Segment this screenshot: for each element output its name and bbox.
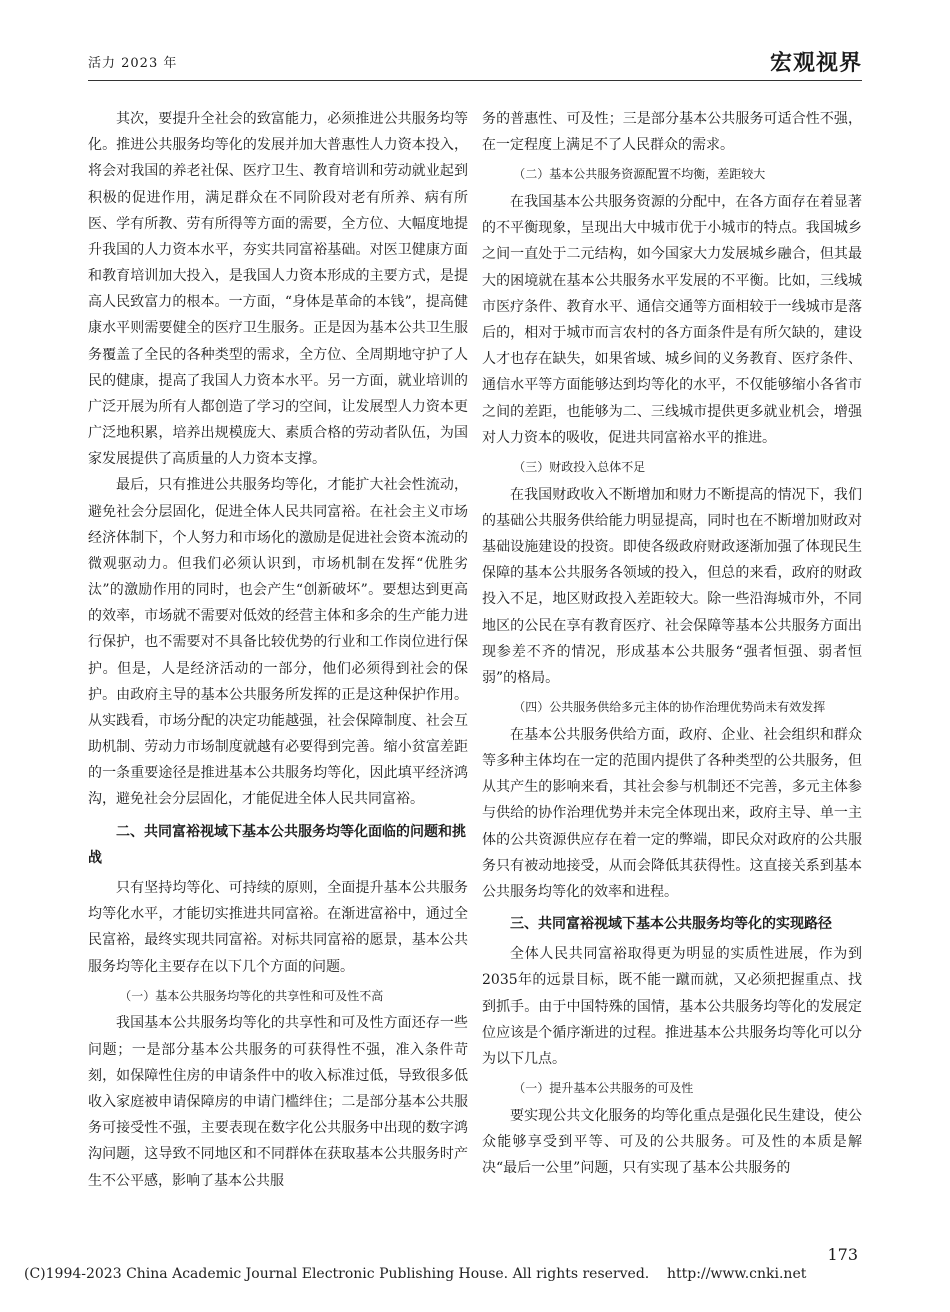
right-column [482, 106, 862, 1181]
subsection-heading: （一）提升基本公共服务的可及性 [513, 1081, 694, 1096]
subsection-heading: （一）基本公共服务均等化的共享性和可及性不高 [119, 988, 384, 1003]
copyright-footer: (C)1994-2023 China Academic Journal Electronic Publishing House. All rights reserved. http://www.cnki.net [24, 1266, 807, 1282]
paragraph: 要实现公共文化服务的均等化重点是强化民生建设，使公众能够享受到平等、可及的公共服务。可及性的本质是解决“最后一公里”问题，只有实现了基本公共服务的 [482, 1107, 862, 1177]
header-divider [88, 80, 862, 81]
journal-name: 活力 2023 年 [88, 56, 178, 71]
paragraph: 在我国基本公共服务资源的分配中，在各方面存在着显著的不平衡现象，呈现出大中城市优于小城市的特点。我国城乡之间一直处于二元结构，如今国家大力发展城乡融合，但其最大的困境就在基本公共服务水平发展的不平衡。比如，三线城市医疗条件、教育水平、通信交通等方面相较于一线城市是落后的，相对于城市而言农村的各方面条件是有所欠缺的，建设人才也存在缺失，如果省域、城乡间的义务教育、医疗条件、通信水平等方面能够达到均等化的水平，不仅能够缩小各省市之间的差距，也能够为二、三线城市提供更多就业机会，增强对人力资本的吸收，促进共同富裕水平的推进。 [482, 194, 862, 446]
paragraph: 全体人民共同富裕取得更为明显的实质性进展，作为到2035年的远景目标，既不能一蹴而就，又必须把握重点、找到抓手。由于中国特殊的国情，基本公共服务均等化的发展定位应该是个循序渐进的过程。推进基本公共服务均等化可以分为以下几点。 [482, 946, 862, 1067]
left-column [88, 106, 468, 1194]
subsection-heading: （三）财政投入总体不足 [513, 459, 646, 474]
paragraph: 在我国财政收入不断增加和财力不断提高的情况下，我们的基础公共服务供给能力明显提高，同时也在不断增加财政对基础设施建设的投资。即使各级政府财政逐渐加强了体现民生保障的基本公共服务各领域的投入，但总的来看，政府的财政投入不足，地区财政投入差距较大。除一些沿海城市外，不同地区的公民在享有教育医疗、社会保障等基本公共服务方面出现参差不齐的情况，形成基本公共服务“强者恒强、弱者恒弱”的格局。 [482, 486, 862, 686]
paragraph: 其次，要提升全社会的致富能力，必须推进公共服务均等化。推进公共服务均等化的发展并加大普惠性人力资本投入，将会对我国的养老社保、医疗卫生、教育培训和劳动就业起到积极的促进作用，满足群众在不同阶段对老有所养、病有所医、学有所教、劳有所得等方面的需要，全方位、大幅度地提升我国的人力资本水平，夯实共同富裕基础。对医卫健康方面和教育培训加大投入，是我国人力资本形成的主要方式，是提高人民致富力的根本。一方面，“身体是革命的本钱”，提高健康水平则需要健全的医疗卫生服务。正是因为基本公共卫生服务覆盖了全民的各种类型的需求，全方位、全周期地守护了人民的健康，提高了我国人力资本水平。另一方面，就业培训的广泛开展为所有人都创造了学习的空间，让发展型人力资本更广泛地积累，培养出规模庞大、素质合格的劳动者队伍，为国家发展提供了高质量的人力资本支撑。 [88, 111, 468, 468]
paragraph: 最后，只有推进公共服务均等化，才能扩大社会性流动，避免社会分层固化，促进全体人民共同富裕。在社会主义市场经济体制下，个人努力和市场化的激励是促进社会资本流动的微观驱动力。但我们必须认识到，市场机制在发挥“优胜劣汰”的激励作用的同时，也会产生“创新破坏”。要想达到更高的效率，市场就不需要对低效的经营主体和多余的生产能力进行保护，也不需要对不具备比较优势的行业和工作岗位进行保护。但是，人是经济活动的一部分，他们必须得到社会的保护。由政府主导的基本公共服务所发挥的正是这种保护作用。从实践看，市场分配的决定功能越强，社会保障制度、社会互助机制、劳动力市场制度就越有必要得到完善。缩小贫富差距的一条重要途径是推进基本公共服务均等化，因此填平经济鸿沟，避免社会分层固化，才能促进全体人民共同富裕。 [88, 477, 468, 808]
section-heading: 三、共同富裕视域下基本公共服务均等化的实现路径 [510, 916, 832, 933]
section-title: 宏观视界 [769, 51, 862, 76]
paragraph: 只有坚持均等化、可持续的原则，全面提升基本公共服务均等化水平，才能切实推进共同富裕。在渐进富裕中，通过全民富裕，最终实现共同富裕。对标共同富裕的愿景，基本公共服务均等化主要存在以下几个方面的问题。 [88, 879, 468, 975]
paragraph: 务的普惠性、可及性；三是部分基本公共服务可适合性不强，在一定程度上满足不了人民群众的需求。 [482, 111, 862, 154]
paragraph: 在基本公共服务供给方面，政府、企业、社会组织和群众等多种主体均在一定的范围内提供了各种类型的公共服务，但从其产生的影响来看，其社会参与机制还不完善，多元主体参与供给的协作治理优势并未完全体现出来，政府主导、单一主体的公共资源供应存在着一定的弊端，即民众对政府的公共服务只有被动地接受，从而会降低其获得性。这直接关系到基本公共服务均等化的效率和进程。 [482, 726, 862, 900]
paragraph: 我国基本公共服务均等化的共享性和可及性方面还存一些问题；一是部分基本公共服务的可获得性不强，准入条件苛刻，如保障性住房的申请条件中的收入标准过低，导致很多低收入家庭被申请保障房的申请门槛绊住；二是部分基本公共服务可接受性不强，主要表现在数字化公共服务中出现的数字鸿沟问题，这导致不同地区和不同群体在获取基本公共服务时产生不公平感，影响了基本公共服 [88, 1015, 468, 1189]
subsection-heading: （二）基本公共服务资源配置不均衡，差距较大 [513, 167, 766, 182]
section-heading: 二、共同富裕视域下基本公共服务均等化面临的问题和挑战 [88, 823, 466, 866]
subsection-heading: （四）公共服务供给多元主体的协作治理优势尚未有效发挥 [513, 700, 826, 715]
page-number: 173 [827, 1245, 858, 1264]
